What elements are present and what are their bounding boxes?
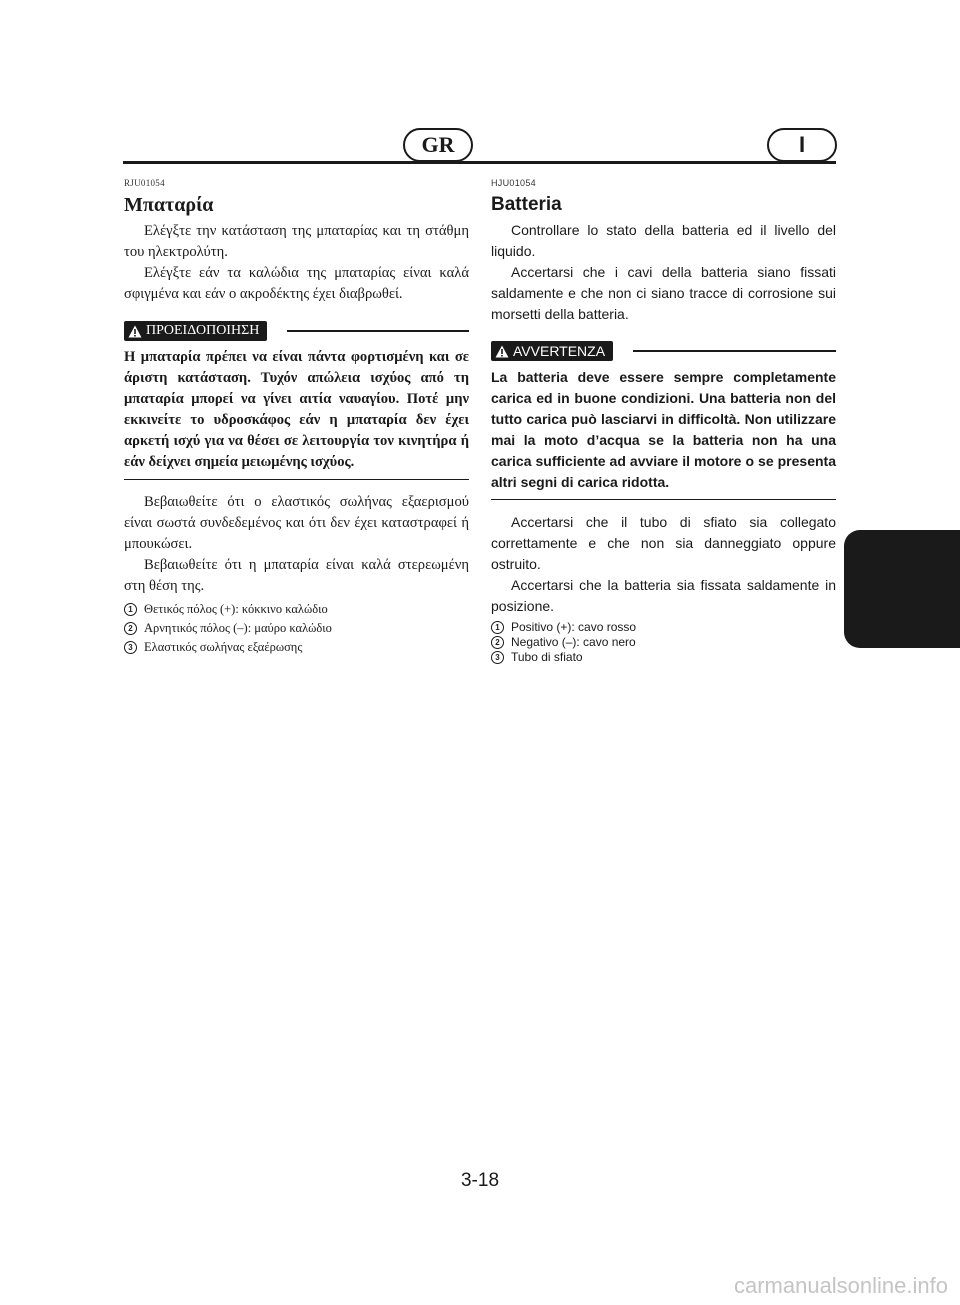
page-number: 3-18 [460,1170,500,1191]
legend-item [491,635,836,650]
warning-header [491,341,836,361]
warning-label: ΠΡΟΕΙΔΟΠΟΙΗΣΗ [146,323,260,338]
paragraph: Accertarsi che la batteria sia fissata saldamente in posizione. [491,577,836,614]
paragraph: Accertarsi che i cavi della batteria siano fissati saldamente e che non ci siano tracce di corrosione sui morsetti della batteria. [491,264,836,322]
legend-number: 2 [124,622,137,635]
legend-text: Θετικός πόλος (+): κόκκινο καλώδιο [144,602,328,616]
legend-number: 2 [491,636,504,649]
legend-text: Positivo (+): cavo rosso [511,620,637,634]
legend-number: 1 [124,603,137,616]
legend-item [124,600,469,619]
legend-text: Negativo (–): cavo nero [511,635,636,649]
legend-list [124,600,469,657]
warning-label: AVVERTENZA [513,343,606,359]
section-title: Batteria [491,194,562,215]
legend-item [124,619,469,638]
paragraph: Βεβαιωθείτε ότι ο ελαστικός σωλήνας εξαερισμού είναι σωστά συνδεδεμένος και ότι δεν έχει καταστραφεί ή μπουκώσει. [124,494,469,552]
warning-text: Η μπαταρία πρέπει να είναι πάντα φορτισμένη και σε άριστη κατάσταση. Τυχόν απώλεια ισχύος από τη μπαταρία μπορεί να γίνει αιτία ναυαγίου. Ποτέ μην εκκινείτε το υδροσκάφος εάν η μπαταρία δεν έχει αρκετή ισχύ για να θέσει σε λειτουργία τον κινητήρα ή εάν δείχνει σημεία μειωμένης ισχύος. [124,347,469,480]
section-title: Μπαταρία [124,194,214,216]
paragraph: Βεβαιωθείτε ότι η μπαταρία είναι καλά στερεωμένη στη θέση της. [124,557,469,594]
warning-icon [495,345,509,358]
warning-badge [124,321,267,341]
warning-text: La batteria deve essere sempre completamente carica ed in buone condizioni. Una batteria non del tutto carica può lasciarvi in difficoltà. Non utilizzare mai la moto d’acqua se la batteria non ha una carica sufficiente ad avviare il motore o se presenta altri segni di carica ridotta. [491,367,836,500]
italian-column [491,178,836,665]
paragraph: Ελέγξτε την κατάσταση της μπαταρίας και τη στάθμη του ηλεκτρολύτη. [124,223,469,260]
legend-text: Αρνητικός πόλος (–): μαύρο καλώδιο [144,621,332,635]
paragraph: Controllare lo stato della batteria ed il livello del liquido. [491,222,836,259]
warning-rule [287,330,469,332]
legend-item [124,638,469,657]
section-code: RJU01054 [124,178,165,188]
legend-number: 3 [124,641,137,654]
language-label-it: I [767,128,837,162]
legend-text: Ελαστικός σωλήνας εξαέρωσης [144,640,303,654]
legend-number: 3 [491,651,504,664]
paragraph: Ελέγξτε εάν τα καλώδια της μπαταρίας είναι καλά σφιγμένα και εάν ο ακροδέκτης έχει διαβρωθεί. [124,265,469,302]
legend-text: Tubo di sfiato [511,650,583,664]
header-rule [123,161,836,164]
warning-badge [491,341,613,361]
greek-column [124,178,469,657]
legend-item [491,650,836,665]
warning-header [124,321,469,341]
legend-list [491,620,836,665]
warning-rule [633,350,836,352]
section-code: HJU01054 [491,178,536,188]
language-label-gr: GR [403,128,473,162]
legend-item [491,620,836,635]
chapter-tab [844,530,960,648]
paragraph: Accertarsi che il tubo di sfiato sia collegato correttamente e che non sia danneggiato oppure ostruito. [491,514,836,572]
legend-number: 1 [491,621,504,634]
warning-icon [128,325,142,338]
watermark: carmanualsonline.info [733,1273,948,1298]
